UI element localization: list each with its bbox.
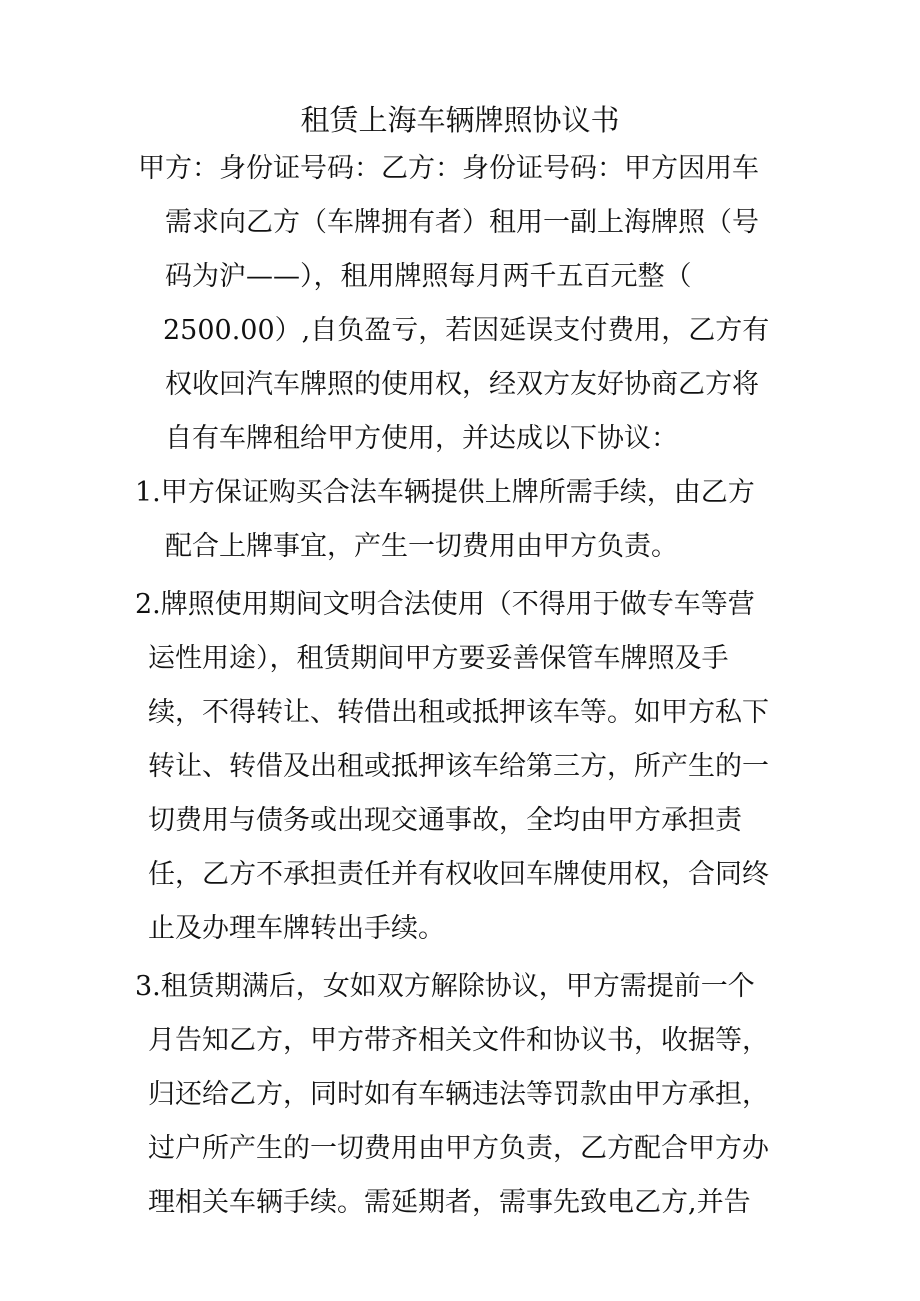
list-item-2-line: 2.牌照使用期间文明合法使用（不得用于做专车等营 (135, 589, 755, 620)
paragraph-line: 需求向乙方（车牌拥有者）租用一副上海牌照（号 (165, 207, 759, 238)
list-item-3-line: 理相关车辆手续。需延期者，需事先致电乙方,并告 (148, 1187, 751, 1218)
list-item-3-line: 月告知乙方，甲方带齐相关文件和协议书，收据等， (148, 1025, 769, 1056)
paragraph-line: 2500.00）,自负盈亏，若因延误支付费用，乙方有 (163, 315, 770, 346)
document-title: 租赁上海车辆牌照协议书 (300, 103, 620, 137)
list-item-3-line: 3.租赁期满后，女如双方解除协议，甲方需提前一个 (135, 971, 755, 1002)
list-item-2-line: 切费用与债务或出现交通事故，全均由甲方承担责 (148, 805, 742, 836)
list-item-1-line: 1.甲方保证购买合法车辆提供上牌所需手续，由乙方 (135, 477, 755, 508)
list-item-2-line: 止及办理车牌转出手续。 (148, 913, 445, 944)
list-item-2-line: 任，乙方不承担责任并有权收回车牌使用权，合同终 (148, 859, 769, 890)
paragraph-line: 权收回汽车牌照的使用权，经双方友好协商乙方将 (165, 369, 759, 400)
paragraph-line: 甲方：身份证号码：乙方：身份证号码：甲方因用车 (138, 153, 759, 184)
list-item-2-line: 续，不得转让、转借出租或抵押该车等。如甲方私下 (148, 697, 769, 728)
list-item-3-line: 过户所产生的一切费用由甲方负责，乙方配合甲方办 (148, 1133, 769, 1164)
list-item-2-line: 运性用途），租赁期间甲方要妥善保管车牌照及手 (148, 643, 729, 674)
list-item-2-line: 转让、转借及出租或抵押该车给第三方，所产生的一 (148, 751, 769, 782)
paragraph-line: 码为沪——），租用牌照每月两千五百元整（ (165, 261, 692, 292)
list-item-1-line: 配合上牌事宜，产生一切费用由甲方负责。 (165, 531, 678, 562)
paragraph-line: 自有车牌租给甲方使用，并达成以下协议： (165, 423, 678, 454)
list-item-3-line: 归还给乙方，同时如有车辆违法等罚款由甲方承担， (148, 1079, 769, 1110)
